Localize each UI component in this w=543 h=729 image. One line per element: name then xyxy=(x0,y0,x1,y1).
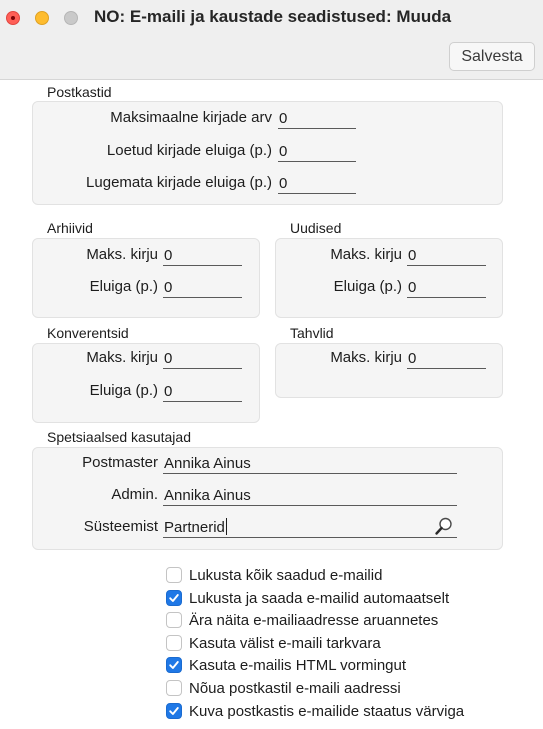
news-section-label: Uudised xyxy=(290,220,342,236)
admin-field[interactable]: Annika Ainus xyxy=(163,486,457,506)
checkbox-checked[interactable] xyxy=(166,657,182,673)
option-label: Lukusta kõik saadud e-mailid xyxy=(189,567,383,584)
news-max-label: Maks. kirju xyxy=(330,246,402,263)
system-field-text: Partnerid xyxy=(164,519,225,536)
news-max-field[interactable]: 0 xyxy=(407,246,486,266)
checkbox-unchecked[interactable] xyxy=(166,635,182,651)
option-label: Kuva postkastis e-mailide staatus värviga xyxy=(189,703,465,720)
option-label: Lukusta ja saada e-mailid automaatselt xyxy=(189,590,450,607)
checkmark-icon xyxy=(168,705,180,717)
conferences-age-label: Eluiga (p.) xyxy=(89,382,158,399)
checkmark-icon xyxy=(168,592,180,604)
checkbox-unchecked[interactable] xyxy=(166,612,182,628)
option-label: Nõua postkastil e-maili aadressi xyxy=(189,680,401,697)
conferences-section-label: Konverentsid xyxy=(47,325,129,341)
checkmark-icon xyxy=(168,659,180,671)
archives-age-label: Eluiga (p.) xyxy=(89,278,158,295)
postmaster-field[interactable]: Annika Ainus xyxy=(163,454,457,474)
checkbox-checked[interactable] xyxy=(166,590,182,606)
title-bar xyxy=(0,0,543,80)
boards-max-label: Maks. kirju xyxy=(330,349,402,366)
news-age-label: Eluiga (p.) xyxy=(333,278,402,295)
archives-max-label: Maks. kirju xyxy=(86,246,158,263)
zoom-window-button[interactable] xyxy=(64,11,78,25)
read-age-label: Loetud kirjade eluiga (p.) xyxy=(106,142,272,159)
boards-section-label: Tahvlid xyxy=(290,325,334,341)
boards-max-field[interactable]: 0 xyxy=(407,349,486,369)
archives-age-field[interactable]: 0 xyxy=(163,278,242,298)
news-age-field[interactable]: 0 xyxy=(407,278,486,298)
archives-max-field[interactable]: 0 xyxy=(163,246,242,266)
option-label: Kasuta e-mailis HTML vormingut xyxy=(189,657,407,674)
close-window-button[interactable] xyxy=(6,11,20,25)
max-messages-field[interactable]: 0 xyxy=(278,109,356,129)
unread-age-label: Lugemata kirjade eluiga (p.) xyxy=(86,174,272,191)
special-users-section-label: Spetsiaalsed kasutajad xyxy=(47,429,191,445)
checkbox-checked[interactable] xyxy=(166,703,182,719)
archives-section-label: Arhiivid xyxy=(47,220,93,236)
checkbox-unchecked[interactable] xyxy=(166,680,182,696)
text-cursor xyxy=(226,518,227,535)
checkbox-unchecked[interactable] xyxy=(166,567,182,583)
window-title: NO: E-maili ja kaustade seadistused: Muuda xyxy=(94,7,452,26)
conferences-age-field[interactable]: 0 xyxy=(163,382,242,402)
system-label: Süsteemist xyxy=(83,518,158,535)
mailboxes-section-label: Postkastid xyxy=(47,84,112,100)
read-age-field[interactable]: 0 xyxy=(278,142,356,162)
conferences-max-label: Maks. kirju xyxy=(86,349,158,366)
save-button[interactable]: Salvesta xyxy=(449,42,535,71)
option-label: Kasuta välist e-maili tarkvara xyxy=(189,635,381,652)
postmaster-label: Postmaster xyxy=(82,454,158,471)
magnifier-icon[interactable] xyxy=(434,516,454,536)
system-field[interactable] xyxy=(163,518,457,538)
unread-age-field[interactable]: 0 xyxy=(278,174,356,194)
minimize-window-button[interactable] xyxy=(35,11,49,25)
conferences-max-field[interactable]: 0 xyxy=(163,349,242,369)
max-messages-label: Maksimaalne kirjade arv xyxy=(110,109,272,126)
admin-label: Admin. xyxy=(111,486,158,503)
option-label: Ära näita e-mailiaadresse aruannetes xyxy=(189,612,439,629)
